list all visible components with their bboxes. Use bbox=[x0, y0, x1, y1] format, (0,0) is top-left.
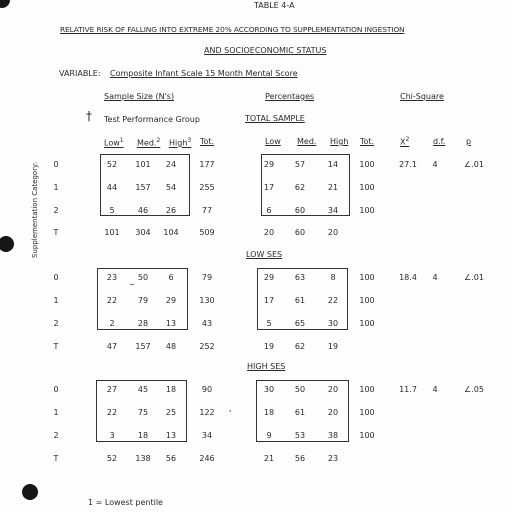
dagger-symbol: † bbox=[86, 109, 92, 123]
total-pct-cell: 14 bbox=[327, 160, 339, 169]
high-ses-n-cell: 27 bbox=[106, 385, 118, 394]
low-ses-pct-cell: 63 bbox=[294, 273, 306, 282]
total-row-category: 2 bbox=[53, 206, 59, 215]
total-n-cell: 157 bbox=[135, 183, 151, 192]
high-ses-n-cell: 34 bbox=[201, 431, 213, 440]
low-ses-n-cell: 79 bbox=[201, 273, 213, 282]
total-pct-cell: 29 bbox=[263, 160, 275, 169]
low-ses-pct-cell: 8 bbox=[330, 273, 336, 282]
col-header-p: p bbox=[466, 137, 472, 146]
footnote: 1 = Lowest pentile bbox=[88, 498, 163, 507]
total-pct-cell: 60 bbox=[294, 228, 306, 237]
total-chi-x2: 27.1 bbox=[399, 160, 417, 169]
total-n-cell: 177 bbox=[199, 160, 215, 169]
total-n-cell: 101 bbox=[135, 160, 151, 169]
total-n-cell: 24 bbox=[165, 160, 177, 169]
total-pct-cell: 20 bbox=[263, 228, 275, 237]
high-ses-chi-x2: 11.7 bbox=[399, 385, 417, 394]
col-header-x2: $X^2$ bbox=[400, 136, 410, 147]
col-header-tot: Tot. bbox=[200, 137, 215, 146]
high-ses-pct-cell: 50 bbox=[294, 385, 306, 394]
high-ses-pct-cell: 20 bbox=[327, 385, 339, 394]
high-ses-chi-df: 4 bbox=[432, 385, 438, 394]
high-ses-n-cell: 75 bbox=[137, 408, 149, 417]
low-ses-pct-cell: 19 bbox=[327, 342, 339, 351]
low-ses-n-cell: 2 bbox=[109, 319, 115, 328]
low-ses-pct-cell: 17 bbox=[263, 296, 275, 305]
low-ses-n-cell: 28 bbox=[137, 319, 149, 328]
total-pct-cell: 6 bbox=[266, 206, 272, 215]
low-ses-n-cell: 23 bbox=[106, 273, 118, 282]
low-ses-row-category: 0 bbox=[53, 273, 59, 282]
table-label: TABLE 4-A bbox=[254, 1, 295, 10]
high-ses-n-cell: 90 bbox=[201, 385, 213, 394]
low-ses-n-cell: 29 bbox=[165, 296, 177, 305]
high-ses-pct-cell: 18 bbox=[263, 408, 275, 417]
low-ses-n-cell: 130 bbox=[199, 296, 215, 305]
low-ses-n-cell: 48 bbox=[165, 342, 177, 351]
sample-size-header: Sample Size (N's) bbox=[104, 92, 175, 101]
total-n-cell: 77 bbox=[201, 206, 213, 215]
total-chi-p: ∠.01 bbox=[464, 160, 484, 169]
total-n-cell: 101 bbox=[104, 228, 120, 237]
test-group-note: Test Performance Group bbox=[104, 115, 200, 124]
title-line-2: AND SOCIOECONOMIC STATUS bbox=[204, 46, 327, 55]
percentages-header: Percentages bbox=[265, 92, 315, 101]
high-ses-n-cell: 3 bbox=[109, 431, 115, 440]
col-header-pct-low: Low bbox=[265, 137, 281, 146]
low-ses-n-cell: 43 bbox=[201, 319, 213, 328]
total-pct-cell: 57 bbox=[294, 160, 306, 169]
section-title-high-ses: HIGH SES bbox=[247, 362, 286, 371]
punch-hole-bottom bbox=[22, 484, 38, 500]
high-ses-row-category: 2 bbox=[53, 431, 59, 440]
punch-hole-middle bbox=[0, 236, 14, 252]
total-n-cell: 46 bbox=[137, 206, 149, 215]
pencil-dash-mark: ~ bbox=[129, 281, 135, 289]
low-ses-n-cell: 79 bbox=[137, 296, 149, 305]
high-ses-pct-cell: 23 bbox=[327, 454, 339, 463]
comma-mark: , bbox=[229, 404, 232, 413]
high-ses-pct-cell: 100 bbox=[359, 385, 375, 394]
high-ses-row-category: 0 bbox=[53, 385, 59, 394]
high-ses-n-cell: 25 bbox=[165, 408, 177, 417]
total-n-cell: 509 bbox=[199, 228, 215, 237]
low-ses-chi-p: ∠.01 bbox=[464, 273, 484, 282]
low-ses-pct-cell: 29 bbox=[263, 273, 275, 282]
total-n-cell: 26 bbox=[165, 206, 177, 215]
low-ses-row-category: 2 bbox=[53, 319, 59, 328]
col-header-high: High$^3$ bbox=[169, 137, 192, 148]
high-ses-pct-cell: 38 bbox=[327, 431, 339, 440]
total-n-cell: 104 bbox=[163, 228, 179, 237]
high-ses-pct-cell: 56 bbox=[294, 454, 306, 463]
high-ses-pct-cell: 21 bbox=[263, 454, 275, 463]
total-row-category: T bbox=[53, 228, 59, 237]
low-ses-pct-cell: 100 bbox=[359, 273, 375, 282]
variable-value: Composite Infant Scale 15 Month Mental Score bbox=[110, 69, 298, 78]
col-header-low: Low$^1$ bbox=[104, 137, 124, 148]
low-ses-pct-cell: 100 bbox=[359, 296, 375, 305]
supplementation-category-label: Supplementation Category: bbox=[31, 161, 39, 258]
total-pct-cell: 20 bbox=[327, 228, 339, 237]
low-ses-n-cell: 50 bbox=[137, 273, 149, 282]
high-ses-n-cell: 45 bbox=[137, 385, 149, 394]
col-header-pct-high: High bbox=[330, 137, 349, 146]
low-ses-pct-cell: 65 bbox=[294, 319, 306, 328]
col-header-pct-med: Med. bbox=[297, 137, 317, 146]
high-ses-n-cell: 18 bbox=[137, 431, 149, 440]
low-ses-chi-df: 4 bbox=[432, 273, 438, 282]
high-ses-row-category: 1 bbox=[53, 408, 59, 417]
total-pct-cell: 21 bbox=[327, 183, 339, 192]
low-ses-row-category: 1 bbox=[53, 296, 59, 305]
total-pct-cell: 62 bbox=[294, 183, 306, 192]
high-ses-pct-cell: 9 bbox=[266, 431, 272, 440]
high-ses-row-category: T bbox=[53, 454, 59, 463]
high-ses-n-cell: 18 bbox=[165, 385, 177, 394]
high-ses-n-cell: 13 bbox=[165, 431, 177, 440]
low-ses-n-cell: 13 bbox=[165, 319, 177, 328]
total-row-category: 1 bbox=[53, 183, 59, 192]
total-n-cell: 54 bbox=[165, 183, 177, 192]
total-pct-cell: 60 bbox=[294, 206, 306, 215]
low-ses-n-cell: 22 bbox=[106, 296, 118, 305]
high-ses-n-cell: 52 bbox=[106, 454, 118, 463]
total-chi-df: 4 bbox=[432, 160, 438, 169]
total-n-cell: 52 bbox=[106, 160, 118, 169]
high-ses-pct-cell: 61 bbox=[294, 408, 306, 417]
low-ses-pct-cell: 61 bbox=[294, 296, 306, 305]
high-ses-n-cell: 56 bbox=[165, 454, 177, 463]
high-ses-pct-cell: 100 bbox=[359, 408, 375, 417]
low-ses-n-cell: 47 bbox=[106, 342, 118, 351]
high-ses-pct-cell: 30 bbox=[263, 385, 275, 394]
variable-label: VARIABLE: bbox=[59, 69, 101, 78]
low-ses-pct-cell: 30 bbox=[327, 319, 339, 328]
col-header-df: d.f. bbox=[433, 137, 446, 146]
total-n-cell: 5 bbox=[109, 206, 115, 215]
low-ses-n-cell: 157 bbox=[135, 342, 151, 351]
total-pct-cell: 17 bbox=[263, 183, 275, 192]
chi-square-header: Chi-Square bbox=[400, 92, 444, 101]
col-header-med: Med.$^2$ bbox=[137, 137, 161, 148]
low-ses-pct-cell: 19 bbox=[263, 342, 275, 351]
low-ses-pct-cell: 62 bbox=[294, 342, 306, 351]
total-pct-cell: 34 bbox=[327, 206, 339, 215]
punch-hole-top bbox=[0, 0, 10, 8]
total-pct-cell: 100 bbox=[359, 183, 375, 192]
high-ses-n-cell: 138 bbox=[135, 454, 151, 463]
high-ses-n-cell: 122 bbox=[199, 408, 215, 417]
low-ses-pct-cell: 100 bbox=[359, 319, 375, 328]
low-ses-chi-x2: 18.4 bbox=[399, 273, 417, 282]
high-ses-pct-cell: 100 bbox=[359, 431, 375, 440]
title-line-1: RELATIVE RISK OF FALLING INTO EXTREME 20% ACCORDING TO SUPPLEMENTATION INGESTION bbox=[60, 25, 405, 34]
high-ses-n-cell: 246 bbox=[199, 454, 215, 463]
high-ses-chi-p: ∠.05 bbox=[464, 385, 484, 394]
total-row-category: 0 bbox=[53, 160, 59, 169]
low-ses-row-category: T bbox=[53, 342, 59, 351]
low-ses-pct-cell: 22 bbox=[327, 296, 339, 305]
high-ses-pct-cell: 53 bbox=[294, 431, 306, 440]
low-ses-n-cell: 252 bbox=[199, 342, 215, 351]
col-header-pct-tot: Tot. bbox=[360, 137, 375, 146]
low-ses-n-cell: 6 bbox=[168, 273, 174, 282]
high-ses-pct-cell: 20 bbox=[327, 408, 339, 417]
section-title-low-ses: LOW SES bbox=[246, 250, 283, 259]
high-ses-n-cell: 22 bbox=[106, 408, 118, 417]
low-ses-pct-cell: 5 bbox=[266, 319, 272, 328]
total-pct-cell: 100 bbox=[359, 206, 375, 215]
total-pct-cell: 100 bbox=[359, 160, 375, 169]
total-n-cell: 304 bbox=[135, 228, 151, 237]
section-title-total: TOTAL SAMPLE bbox=[245, 114, 305, 123]
total-n-cell: 44 bbox=[106, 183, 118, 192]
total-n-cell: 255 bbox=[199, 183, 215, 192]
